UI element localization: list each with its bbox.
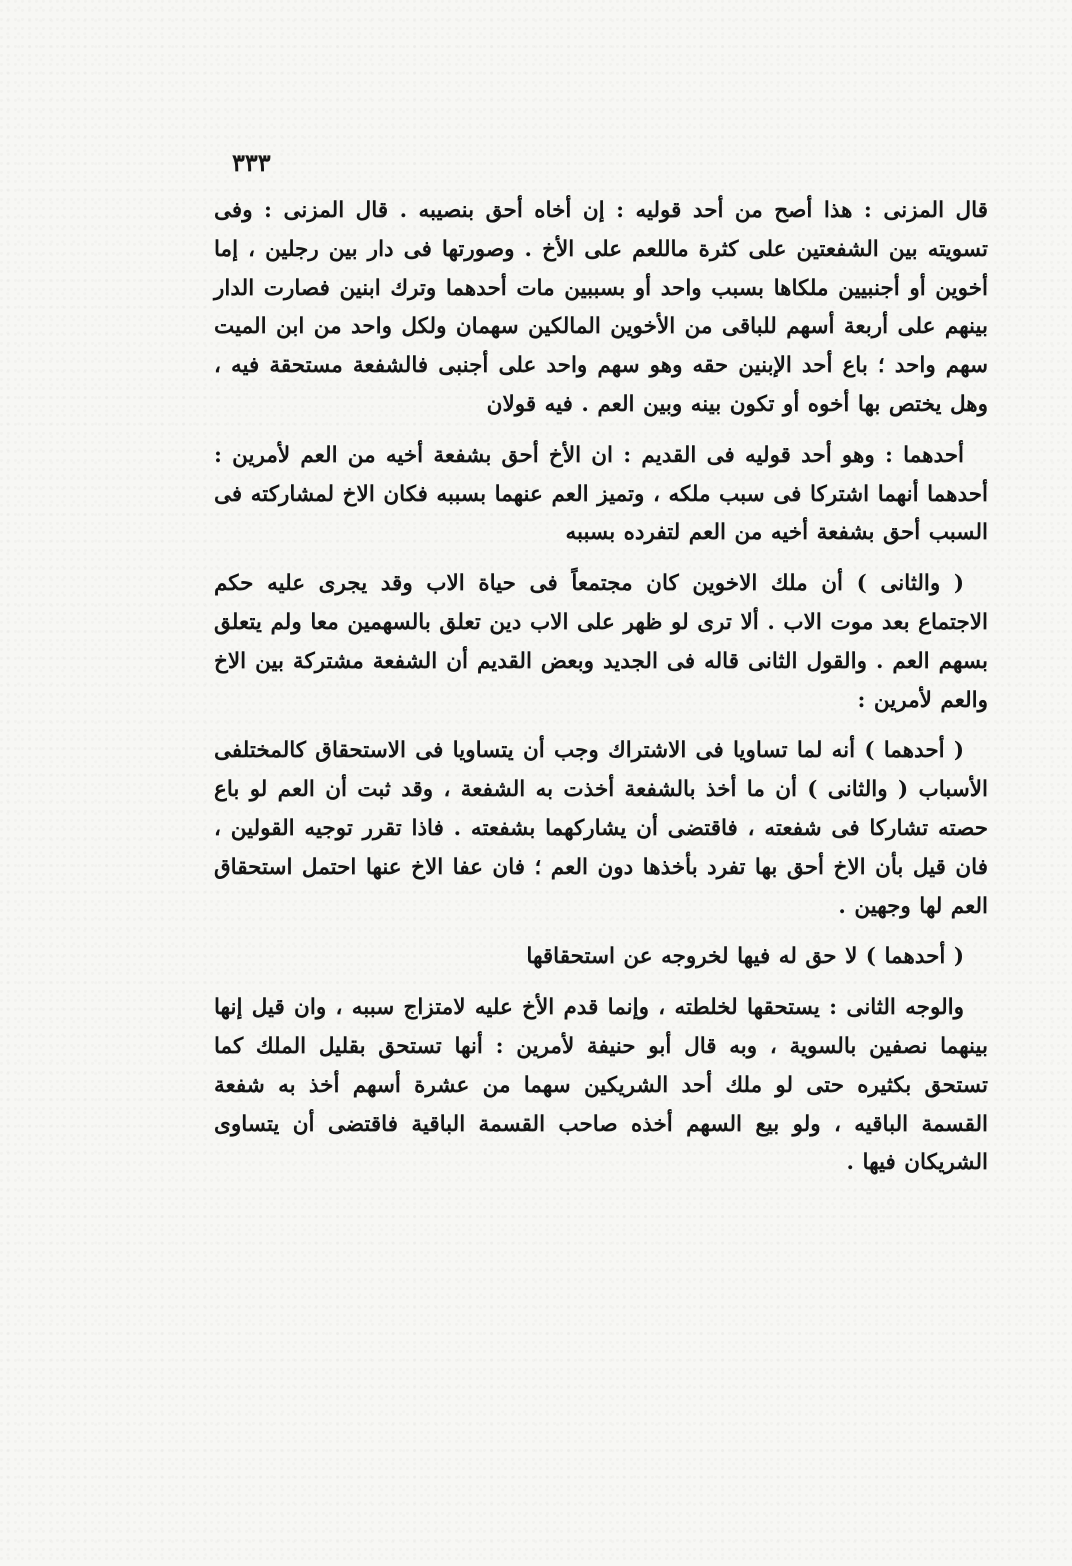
paragraph-2: أحدهما : وهو أحد قوليه فى القديم : ان الأخ أحق بشفعة أخيه من العم لأمرين : أحدهما أنهما اشتركا فى سبب ملكه ، وتميز العم عنهما بسببه فكان الاخ لمشاركته فى السبب أحق بشفعة أخيه من العم لتفرده بسببه [214, 442, 988, 546]
paragraph-5: ( أحدهما ) لا حق له فيها لخروجه عن استحقاقها [526, 944, 964, 970]
page-body [214, 192, 988, 1195]
paragraph-3: ( والثانى ) أن ملك الاخوين كان مجتمعاً فى حياة الاب وقد يجرى عليه حكم الاجتماع بعد موت الاب . ألا ترى لو ظهر على الاب دين تعلق بالسهمين معا ولم يتعلق بسهم العم . والقول الثانى قاله فى الجديد وبعض القديم أن الشفعة مشتركة بين الاخ والعم لأمرين : [214, 571, 988, 713]
paragraph-4: ( أحدهما ) أنه لما تساويا فى الاشتراك وجب أن يتساويا فى الاستحقاق كالمختلفى الأسباب ( والثانى ) أن ما أخذ بالشفعة أخذت به الشفعة ، وقد ثبت أن العم لو باع حصته تشاركا فى شفعته ، فاقتضى أن يشاركهما بشفعته . فاذا تقرر توجيه القولين ، فان قيل بأن الاخ أحق بها تفرد بأخذها دون العم ؛ فان عفا الاخ عنها احتمل استحقاق العم لها وجهين . [214, 738, 988, 919]
paragraph-6: والوجه الثانى : يستحقها لخلطته ، وإنما قدم الأخ عليه لامتزاج سببه ، وان قيل إنها بينهما نصفين بالسوية ، وبه قال أبو حنيفة لأمرين : أنها تستحق بقليل الملك كما تستحق بكثيره حتى لو ملك أحد الشريكين سهما من عشرة أسهم أخذ به شفعة القسمة الباقيه ، ولو بيع السهم أخذه صاحب القسمة الباقية فاقتضى أن يتساوى الشريكان فيها . [214, 995, 988, 1176]
page-number: ٣٣٣ [232, 148, 271, 177]
paragraph-1: قال المزنى : هذا أصح من أحد قوليه : إن أخاه أحق بنصيبه . قال المزنى : وفى تسويته بين الشفعتين على كثرة ماللعم على الأخ . وصورتها فى دار بين رجلين ، إما أخوين أو أجنبيين ملكاها بسبب واحد أو بسببين مات أحدهما وترك ابنين فصارت الدار بينهم على أربعة أسهم للباقى من الأخوين المالكين سهمان ولكل واحد من ابن الميت سهم واحد ؛ باع أحد الإبنين حقه وهو سهم واحد على أجنبى فالشفعة مستحقة فيه ، وهل يختص بها أخوه أو تكون بينه وبين العم . فيه قولان [214, 198, 988, 417]
